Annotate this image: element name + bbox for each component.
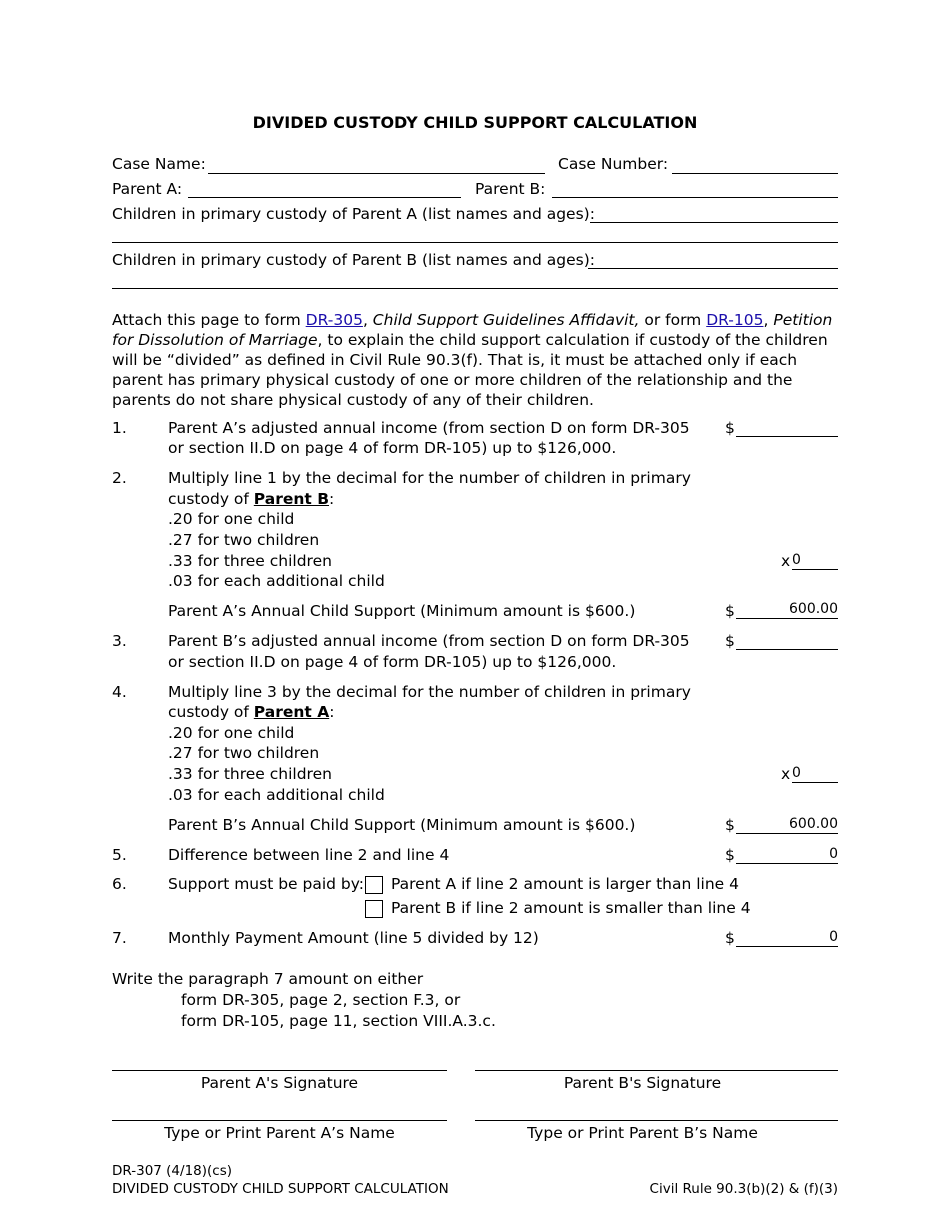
- parent-a-pays-checkbox[interactable]: [365, 876, 383, 894]
- item-2-number: 2.: [112, 469, 127, 487]
- children-a-field[interactable]: [590, 202, 838, 223]
- parent-b-signature-line[interactable]: [475, 1070, 838, 1071]
- parent-a-signature-label: Parent A's Signature: [200, 1074, 359, 1092]
- line-7-amount-field[interactable]: 0: [736, 928, 838, 947]
- dr-305-link[interactable]: DR-305: [305, 311, 363, 329]
- children-a-field-line2[interactable]: [112, 242, 838, 243]
- line-1-amount-field[interactable]: [736, 418, 838, 437]
- item-7-number: 7.: [112, 929, 127, 947]
- dollar-sign: $: [725, 632, 735, 650]
- children-b-field[interactable]: [588, 248, 838, 269]
- case-name-label: Case Name:: [112, 155, 206, 173]
- parent-a-support-amount[interactable]: 600.00: [736, 600, 838, 619]
- item-1-text-b: or section II.D on page 4 of form DR-105) up to $126,000.: [168, 439, 617, 457]
- parent-a-support-label: Parent A’s Annual Child Support (Minimum amount is $600.): [168, 602, 636, 620]
- footer-form-code: DR-307 (4/18)(cs): [112, 1163, 232, 1179]
- item-7-text: Monthly Payment Amount (line 5 divided by 12): [168, 929, 539, 947]
- dollar-sign: $: [725, 419, 735, 437]
- write-instruction: Write the paragraph 7 amount on either: [112, 970, 424, 988]
- item-4-text-b: custody of Parent A:: [168, 703, 335, 721]
- multiply-sign: x: [781, 765, 791, 783]
- parent-b-name-label: Type or Print Parent B’s Name: [527, 1124, 758, 1142]
- dollar-sign: $: [725, 602, 735, 620]
- intro-paragraph: Attach this page to form DR-305, Child Support Guidelines Affidavit, or form DR-105, Petition for Dissolution of Marriage, to explain the child support calculation if custody of the children will be “divided” as defined in Civil Rule 90.3(f). That is, it must be attached only if each parent has primary physical custody of one or more children of the relationship and the parents do not share physical custody of any of their children.: [112, 311, 833, 409]
- parent-b-name-line[interactable]: [475, 1120, 838, 1121]
- rate-two-children: .27 for two children: [168, 531, 320, 549]
- item-2-text-a: Multiply line 1 by the decimal for the number of children in primary: [168, 469, 691, 487]
- parent-b-pays-label: Parent B if line 2 amount is smaller than line 4: [391, 899, 751, 917]
- item-6-number: 6.: [112, 875, 127, 893]
- footer-civil-rule: Civil Rule 90.3(b)(2) & (f)(3): [649, 1181, 838, 1197]
- parent-a-name-label: Type or Print Parent A’s Name: [164, 1124, 395, 1142]
- line-2-multiplier-field[interactable]: 0: [792, 551, 838, 570]
- parent-b-signature-label: Parent B's Signature: [563, 1074, 722, 1092]
- item-2-text-b: custody of Parent B:: [168, 490, 335, 508]
- parent-a-field[interactable]: [188, 177, 461, 198]
- item-6-text: Support must be paid by:: [168, 875, 365, 893]
- case-number-label: Case Number:: [558, 155, 669, 173]
- rate-one-child: .20 for one child: [168, 510, 295, 528]
- write-instruction-dr305: form DR-305, page 2, section F.3, or: [181, 991, 461, 1009]
- item-3-text-b: or section II.D on page 4 of form DR-105) up to $126,000.: [168, 653, 617, 671]
- parent-b-support-amount[interactable]: 600.00: [736, 815, 838, 834]
- write-instruction-dr105: form DR-105, page 11, section VIII.A.3.c.: [181, 1012, 496, 1030]
- case-number-field[interactable]: [672, 153, 838, 174]
- item-4-text-a: Multiply line 3 by the decimal for the number of children in primary: [168, 683, 691, 701]
- case-name-field[interactable]: [208, 153, 545, 174]
- line-3-amount-field[interactable]: [736, 631, 838, 650]
- parent-a-name-line[interactable]: [112, 1120, 447, 1121]
- parent-a-signature-line[interactable]: [112, 1070, 447, 1071]
- rate-one-child: .20 for one child: [168, 724, 295, 742]
- parent-b-support-label: Parent B’s Annual Child Support (Minimum amount is $600.): [168, 816, 636, 834]
- item-1-text-a: Parent A’s adjusted annual income (from section D on form DR-305: [168, 419, 690, 437]
- parent-a-pays-label: Parent A if line 2 amount is larger than line 4: [391, 875, 739, 893]
- line-5-amount-field[interactable]: 0: [736, 845, 838, 864]
- parent-b-pays-checkbox[interactable]: [365, 900, 383, 918]
- rate-three-children: .33 for three children: [168, 552, 332, 570]
- rate-two-children: .27 for two children: [168, 744, 320, 762]
- parent-b-field[interactable]: [552, 177, 838, 198]
- parent-b-label: Parent B:: [475, 180, 546, 198]
- rate-three-children: .33 for three children: [168, 765, 332, 783]
- line-4-multiplier-field[interactable]: 0: [792, 764, 838, 783]
- rate-additional-child: .03 for each additional child: [168, 572, 385, 590]
- rate-additional-child: .03 for each additional child: [168, 786, 385, 804]
- item-3-text-a: Parent B’s adjusted annual income (from section D on form DR-305: [168, 632, 690, 650]
- item-3-number: 3.: [112, 632, 127, 650]
- item-5-text: Difference between line 2 and line 4: [168, 846, 450, 864]
- children-b-field-line2[interactable]: [112, 288, 838, 289]
- item-4-number: 4.: [112, 683, 127, 701]
- dr-105-link[interactable]: DR-105: [706, 311, 764, 329]
- item-5-number: 5.: [112, 846, 127, 864]
- dollar-sign: $: [725, 846, 735, 864]
- parent-a-label: Parent A:: [112, 180, 183, 198]
- item-1-number: 1.: [112, 419, 127, 437]
- multiply-sign: x: [781, 552, 791, 570]
- dollar-sign: $: [725, 816, 735, 834]
- children-a-label: Children in primary custody of Parent A (list names and ages):: [112, 205, 595, 223]
- page-title: DIVIDED CUSTODY CHILD SUPPORT CALCULATION: [252, 113, 698, 132]
- dollar-sign: $: [725, 929, 735, 947]
- children-b-label: Children in primary custody of Parent B (list names and ages):: [112, 251, 595, 269]
- footer-form-title: DIVIDED CUSTODY CHILD SUPPORT CALCULATION: [112, 1181, 449, 1197]
